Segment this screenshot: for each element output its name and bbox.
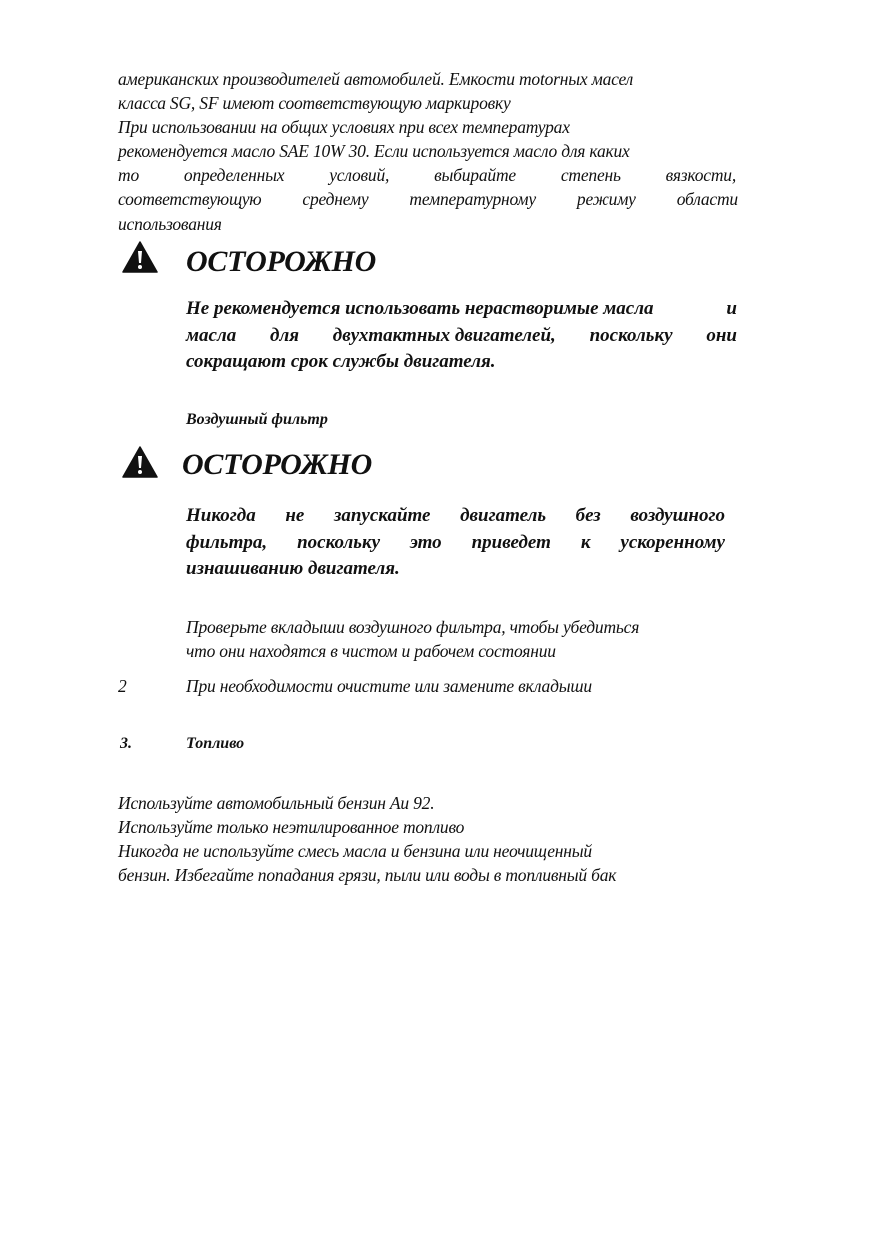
fuel-line-2: Используйте только неэтилированное топливо xyxy=(118,817,465,837)
word: двигатель xyxy=(460,505,547,526)
warning-1-line-2 xyxy=(186,322,737,349)
fuel-line-1: Используйте автомобильный бензин Аи 92. xyxy=(118,793,435,813)
word: поскольку xyxy=(297,532,381,553)
word: запускайте xyxy=(333,505,431,526)
word: условий, xyxy=(329,165,390,185)
word: вязкости, xyxy=(665,165,736,185)
word: соответствующую xyxy=(118,189,262,209)
warning-1-line-1 xyxy=(186,295,737,322)
intro-line-4: рекомендуется масло SAE 10W 30. Если используется масло для каких xyxy=(118,141,630,161)
word: поскольку xyxy=(589,325,673,346)
word: воздушного xyxy=(630,505,725,526)
word: фильтра, xyxy=(186,532,268,553)
word: это xyxy=(409,532,442,553)
word: двухтактных двигателей, xyxy=(332,325,556,346)
step-text: При необходимости очистите или замените вкладыши xyxy=(186,676,592,696)
word: без xyxy=(575,505,601,526)
word: температурному xyxy=(409,189,536,209)
intro-line-7: использования xyxy=(118,214,222,234)
warning-title: ОСТОРОЖНО xyxy=(186,245,376,278)
word: определенных xyxy=(183,165,285,185)
fuel-line-3: Никогда не используйте смесь масла и бензина или неочищенный xyxy=(118,841,592,861)
warning-2-line-3: изнашиванию двигателя. xyxy=(186,558,400,579)
word: они xyxy=(706,325,737,346)
warning-title: ОСТОРОЖНО xyxy=(182,448,372,481)
warning-triangle-icon xyxy=(122,241,158,273)
word: масла xyxy=(186,325,237,346)
word: и xyxy=(726,298,737,319)
word: Не рекомендуется использовать нерастворимые масла xyxy=(186,298,654,319)
fuel-line-4: бензин. Избегайте попадания грязи, пыли или воды в топливный бак xyxy=(118,865,617,885)
check-line-1: Проверьте вкладыши воздушного фильтра, чтобы убедиться xyxy=(186,617,640,637)
warning-1-line-3: сокращают срок службы двигателя. xyxy=(186,351,496,372)
word: выбирайте xyxy=(434,165,516,185)
warning-2-line-2 xyxy=(186,529,725,556)
word: для xyxy=(270,325,299,346)
word: режиму xyxy=(576,189,636,209)
intro-line-2: класса SG, SF имеют соответствующую маркировку xyxy=(118,93,511,113)
word: степень xyxy=(560,165,621,185)
check-line-2: что они находятся в чистом и рабочем состоянии xyxy=(186,641,556,661)
step-number: 2 xyxy=(118,676,127,696)
word: к xyxy=(580,532,591,553)
word: не xyxy=(285,505,305,526)
intro-line-3: При использовании на общих условиях при всех температурах xyxy=(118,117,570,137)
word: области xyxy=(676,189,738,209)
section-heading-air-filter: Воздушный фильтр xyxy=(186,411,328,428)
warning-triangle-icon xyxy=(122,446,158,478)
intro-line-6 xyxy=(118,187,738,211)
word: среднему xyxy=(302,189,369,209)
word: ускоренному xyxy=(620,532,725,553)
intro-line-5 xyxy=(118,163,736,187)
intro-line-1: американских производителей автомобилей. Емкости motorных масел xyxy=(118,69,634,89)
warning-2-line-1 xyxy=(186,502,725,529)
word: Никогда xyxy=(186,505,256,526)
section-number-fuel: 3. xyxy=(120,735,132,752)
word: приведет xyxy=(471,532,551,553)
word: то xyxy=(118,165,139,185)
section-heading-fuel: Топливо xyxy=(186,735,245,752)
